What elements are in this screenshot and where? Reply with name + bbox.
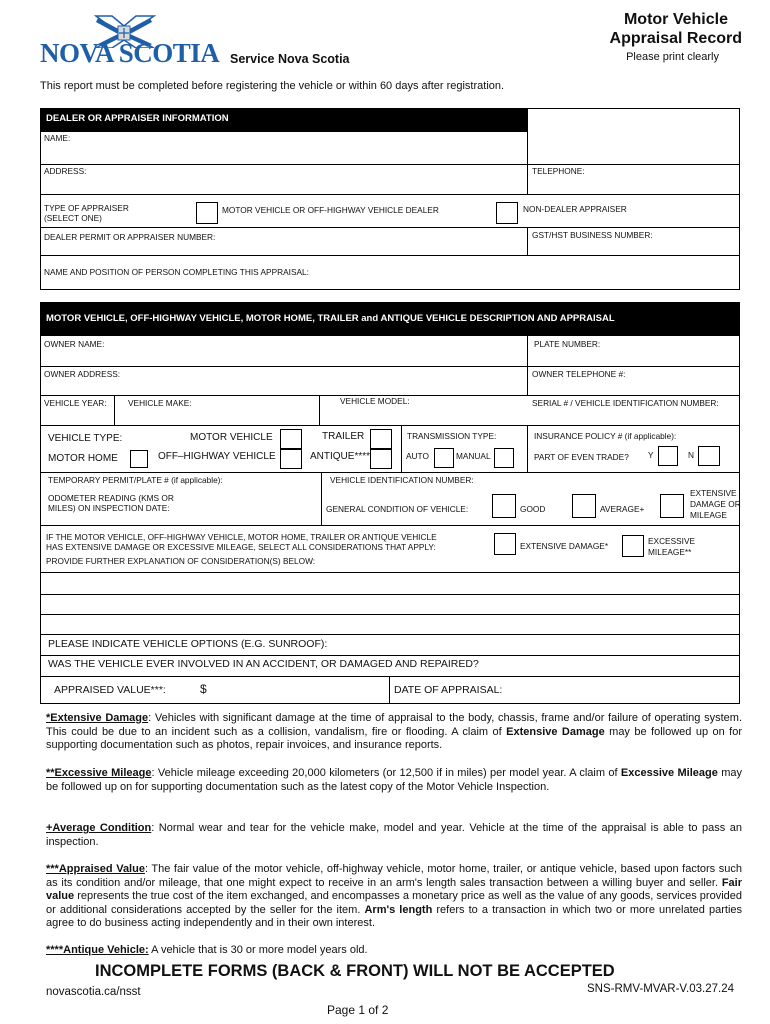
excessive-mileage-label-2: MILEAGE** xyxy=(648,547,692,557)
serial-vin-field[interactable] xyxy=(532,410,736,424)
dealer-address-label: ADDRESS: xyxy=(44,166,87,176)
note-excessive-mileage: **Excessive Mileage: Vehicle mileage exceeding 20,000 kilometers (or 12,500 if in miles) per model year. A claim of Excessive Mileage may be followed up on for supporting documentation such as the latest copy of the Motor Vehicle Inspection. xyxy=(46,767,742,793)
dealer-section-heading: DEALER OR APPRAISER INFORMATION xyxy=(40,108,528,131)
condition-extensive-label-2: DAMAGE OR xyxy=(690,499,741,509)
antique-label: ANTIQUE**** xyxy=(310,451,371,462)
vehicle-model-field[interactable] xyxy=(322,410,524,424)
vehicle-make-field[interactable] xyxy=(118,410,316,424)
explanation-line-3[interactable] xyxy=(42,615,738,633)
considerations-text-1: IF THE MOTOR VEHICLE, OFF-HIGHWAY VEHICLE, MOTOR HOME, TRAILER OR ANTIQUE VEHICLE xyxy=(46,532,437,542)
service-name: Service Nova Scotia xyxy=(230,52,350,66)
print-note: Please print clearly xyxy=(626,51,719,63)
trade-no-checkbox[interactable] xyxy=(698,446,720,466)
owner-address-label: OWNER ADDRESS: xyxy=(44,369,121,379)
permit-number-label: DEALER PERMIT OR APPRAISER NUMBER: xyxy=(44,232,216,242)
gst-number-field[interactable] xyxy=(532,242,736,254)
vehicle-model-label: VEHICLE MODEL: xyxy=(340,396,410,406)
date-of-appraisal-label: DATE OF APPRAISAL: xyxy=(394,684,503,696)
manual-label: MANUAL xyxy=(456,451,491,461)
non-dealer-option-label: NON-DEALER APPRAISER xyxy=(523,204,627,214)
trade-yes-label: Y xyxy=(648,450,654,460)
condition-average-label: AVERAGE+ xyxy=(600,504,645,514)
owner-name-field[interactable] xyxy=(44,350,524,366)
vehicle-section-heading: MOTOR VEHICLE, OFF-HIGHWAY VEHICLE, MOTOR HOME, TRAILER and ANTIQUE VEHICLE DESCRIPTION AND APPRAISAL xyxy=(40,302,740,336)
dealer-type-option-label: MOTOR VEHICLE OR OFF-HIGHWAY VEHICLE DEALER xyxy=(222,205,439,215)
considerations-text-3: PROVIDE FURTHER EXPLANATION OF CONSIDERATION(S) BELOW: xyxy=(46,556,316,566)
vehicle-make-label: VEHICLE MAKE: xyxy=(128,398,192,408)
gst-number-label: GST/HST BUSINESS NUMBER: xyxy=(532,230,653,240)
dealer-name-label: NAME: xyxy=(44,133,71,143)
owner-telephone-label: OWNER TELEPHONE #: xyxy=(532,369,626,379)
incomplete-forms-warning: INCOMPLETE FORMS (BACK & FRONT) WILL NOT BE ACCEPTED xyxy=(95,962,615,980)
trailer-label: TRAILER xyxy=(322,431,365,442)
person-completing-label: NAME AND POSITION OF PERSON COMPLETING THIS APPRAISAL: xyxy=(44,267,309,277)
plate-number-label: PLATE NUMBER: xyxy=(534,339,601,349)
condition-good-checkbox[interactable] xyxy=(492,494,516,518)
extensive-damage-label: EXTENSIVE DAMAGE* xyxy=(520,541,609,551)
logo-wordmark: NOVA SCOTIA xyxy=(40,38,220,68)
vehicle-type-unmarked-checkbox[interactable] xyxy=(130,450,148,468)
vehicle-options-field[interactable] xyxy=(360,636,736,654)
auto-label: AUTO xyxy=(406,451,429,461)
vehicle-year-label: VEHICLE YEAR: xyxy=(44,398,107,408)
note-extensive-damage: *Extensive Damage: Vehicles with significant damage at the time of appraisal to the body, chassis, frame and/or failure of operating system. This could be due to an incident such as a collision, vandalism, fire or flooding. A claim of Extensive Damage may be followed up on for supporting documentation such as photos, repair invoices, and insurance reports. xyxy=(46,712,742,752)
off-highway-checkbox[interactable] xyxy=(280,449,302,469)
appraised-value-label: APPRAISED VALUE***: xyxy=(54,684,166,696)
transmission-label: TRANSMISSION TYPE: xyxy=(407,431,497,441)
antique-checkbox[interactable] xyxy=(370,449,392,469)
manual-checkbox[interactable] xyxy=(494,448,514,468)
date-of-appraisal-field[interactable] xyxy=(520,679,736,701)
form-title-line2: Appraisal Record xyxy=(609,30,742,47)
permit-number-field[interactable] xyxy=(260,230,524,252)
vehicle-year-field[interactable] xyxy=(44,410,112,424)
appraised-value-field[interactable] xyxy=(212,679,386,701)
motor-vehicle-label: MOTOR VEHICLE xyxy=(190,432,273,443)
owner-name-label: OWNER NAME: xyxy=(44,339,105,349)
dealer-type-checkbox[interactable] xyxy=(196,202,218,224)
insurance-policy-label: INSURANCE POLICY # (if applicable): xyxy=(534,431,677,441)
dealer-telephone-label: TELEPHONE: xyxy=(532,166,585,176)
form-code: SNS-RMV-MVAR-V.03.27.24 xyxy=(586,983,734,995)
motor-vehicle-checkbox[interactable] xyxy=(280,429,302,449)
owner-address-field[interactable] xyxy=(44,380,524,394)
condition-extensive-checkbox[interactable] xyxy=(660,494,684,518)
extensive-damage-checkbox[interactable] xyxy=(494,533,516,555)
appraiser-type-label-2: (SELECT ONE) xyxy=(44,213,102,223)
even-trade-label: PART OF EVEN TRADE? xyxy=(534,452,629,462)
note-antique-vehicle: ****Antique Vehicle: A vehicle that is 30 or more model years old. xyxy=(46,944,368,956)
odometer-label-1: ODOMETER READING (KMS OR xyxy=(48,493,174,503)
motor-home-label: MOTOR HOME xyxy=(48,453,118,464)
condition-good-label: GOOD xyxy=(520,504,546,514)
dollar-sign: $ xyxy=(200,682,207,696)
form-title-line1: Motor Vehicle xyxy=(623,11,728,28)
temp-permit-label: TEMPORARY PERMIT/PLATE # (if applicable): xyxy=(48,475,223,485)
note-appraised-value: ***Appraised Value: The fair value of the motor vehicle, off-highway vehicle, motor home, trailer, or antique vehicle, based upon factors such as its condition and/or mileage, that one might expect to receive in an arm's length sales transaction between a willing buyer and seller. Fair value represents the true cost of the item exchanged, and encompasses a monetary price as well as the value of any goods, services provided or additional considerations accepted by the seller for the item. Arm's length refers to a transaction in which two or more unrelated parties agree to do business acting independently and in their own interest. xyxy=(46,863,743,930)
odometer-field[interactable] xyxy=(200,492,318,522)
intro-text: This report must be completed before registering the vehicle or within 60 days after registration. xyxy=(40,80,505,92)
vin-number-label: VEHICLE IDENTIFICATION NUMBER: xyxy=(330,475,474,485)
footer-url: novascotia.ca/nsst xyxy=(46,986,141,998)
excessive-mileage-checkbox[interactable] xyxy=(622,535,644,557)
person-completing-field[interactable] xyxy=(340,260,736,286)
appraiser-type-label-1: TYPE OF APPRAISER xyxy=(44,203,129,213)
auto-checkbox[interactable] xyxy=(434,448,454,468)
serial-vin-label: SERIAL # / VEHICLE IDENTIFICATION NUMBER: xyxy=(532,398,719,408)
condition-extensive-label-1: EXTENSIVE xyxy=(690,488,737,498)
dealer-address-field[interactable] xyxy=(44,176,524,193)
non-dealer-checkbox[interactable] xyxy=(496,202,518,224)
page-number: Page 1 of 2 xyxy=(327,1003,389,1017)
considerations-text-2: HAS EXTENSIVE DAMAGE OR EXCESSIVE MILEAGE, SELECT ALL CONSIDERATIONS THAT APPLY: xyxy=(46,542,436,552)
trailer-checkbox[interactable] xyxy=(370,429,392,449)
excessive-mileage-label-1: EXCESSIVE xyxy=(648,536,696,546)
off-highway-label: OFF–HIGHWAY VEHICLE xyxy=(158,451,276,462)
trade-no-label: N xyxy=(688,450,694,460)
odometer-label-2: MILES) ON INSPECTION DATE: xyxy=(48,503,170,513)
trade-yes-checkbox[interactable] xyxy=(658,446,678,466)
explanation-line-1[interactable] xyxy=(42,573,738,593)
vehicle-type-label: VEHICLE TYPE: xyxy=(48,433,123,444)
dealer-telephone-field[interactable] xyxy=(532,176,736,193)
plate-number-field[interactable] xyxy=(534,350,736,366)
accident-answer-field[interactable] xyxy=(530,657,736,675)
vehicle-options-label: PLEASE INDICATE VEHICLE OPTIONS (E.G. SUNROOF): xyxy=(48,638,328,650)
general-condition-label: GENERAL CONDITION OF VEHICLE: xyxy=(326,504,469,514)
accident-question-label: WAS THE VEHICLE EVER INVOLVED IN AN ACCIDENT, OR DAMAGED AND REPAIRED? xyxy=(48,658,479,670)
explanation-line-2[interactable] xyxy=(42,595,738,613)
owner-telephone-field[interactable] xyxy=(532,380,736,394)
condition-extensive-label-3: MILEAGE xyxy=(690,510,727,520)
note-average-condition: +Average Condition: Normal wear and tear for the vehicle make, model and year. Vehicle at the time of the appraisal is able to pass an inspection. xyxy=(46,822,742,848)
condition-average-checkbox[interactable] xyxy=(572,494,596,518)
dealer-name-field[interactable] xyxy=(44,142,524,162)
